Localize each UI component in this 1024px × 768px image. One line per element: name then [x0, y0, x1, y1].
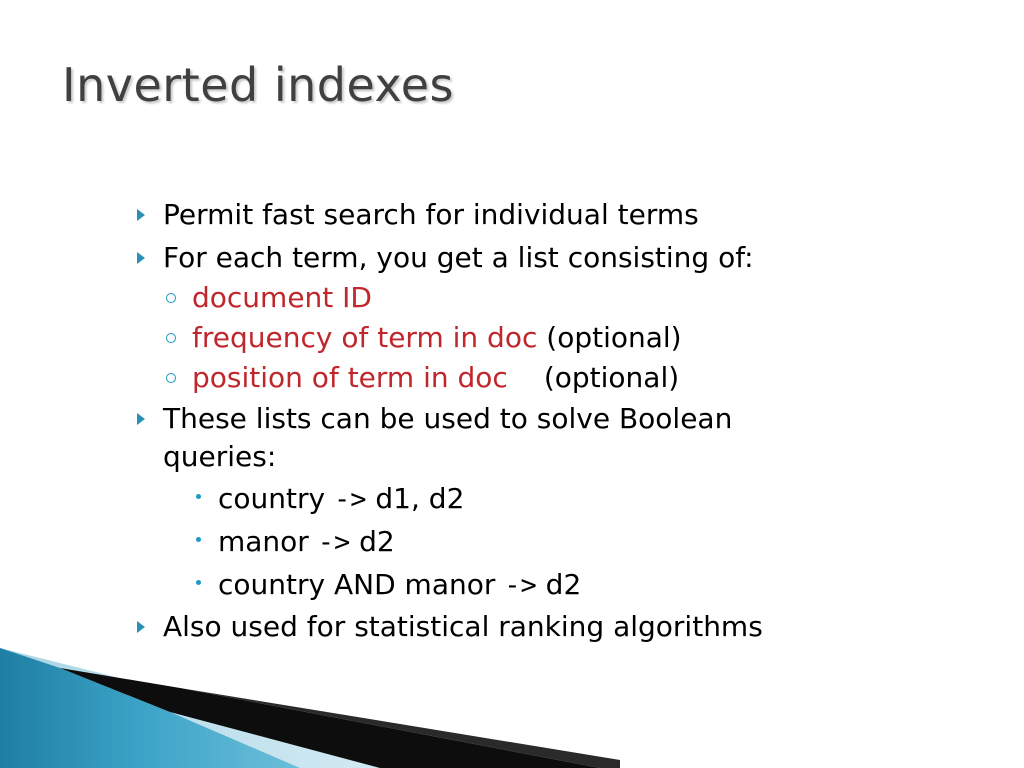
query-term: country AND manor	[218, 568, 505, 601]
bullet-boolean-queries-line2: queries:	[163, 440, 277, 473]
frequency-label: frequency of term in doc	[192, 321, 538, 354]
arrow-operator: ->	[504, 570, 537, 601]
position-label: position of term in doc	[192, 361, 508, 394]
sub-bullet-document-id: document ID	[192, 281, 372, 314]
query-term: manor	[218, 525, 318, 558]
bullet-permit-fast-search: Permit fast search for individual terms	[163, 198, 699, 231]
optional-note: (optional)	[546, 321, 682, 354]
query-result: d2	[536, 568, 582, 601]
query-result: d2	[350, 525, 395, 558]
query-result: d1, d2	[366, 482, 465, 515]
bullet-statistical-ranking: Also used for statistical ranking algorithms	[163, 610, 763, 643]
slide-title: Inverted indexes	[62, 58, 455, 112]
arrow-operator: ->	[317, 527, 351, 558]
query-term: country	[218, 482, 334, 515]
bullet-list-consisting-of: For each term, you get a list consisting of:	[163, 241, 754, 274]
optional-note: (optional)	[543, 361, 680, 394]
bullet-boolean-queries-line1: These lists can be used to solve Boolean	[163, 402, 733, 435]
arrow-operator: ->	[333, 484, 367, 515]
